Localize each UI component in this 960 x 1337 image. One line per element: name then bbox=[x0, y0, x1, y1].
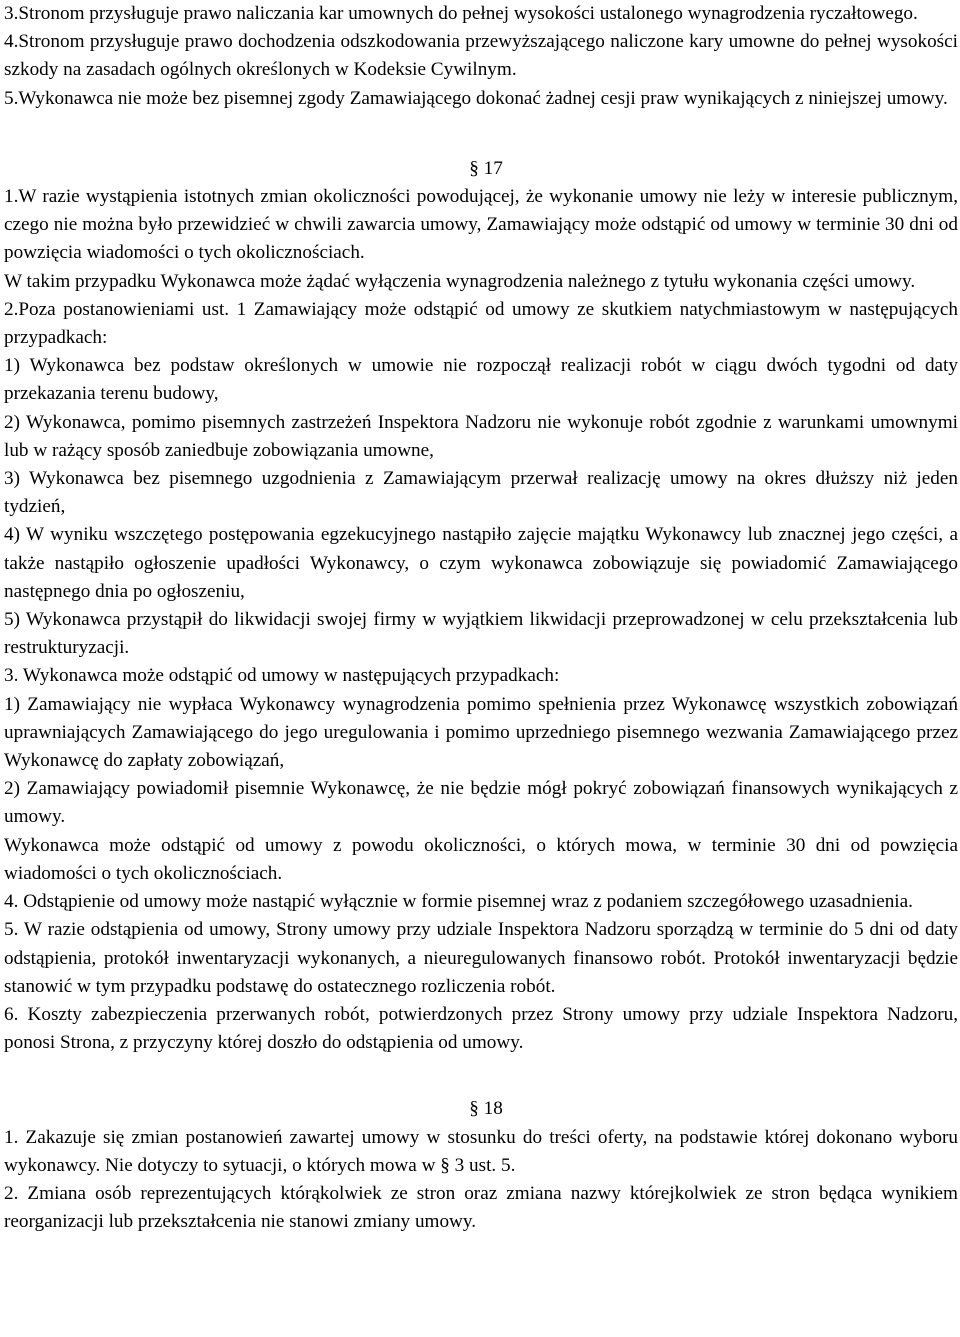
s17-paragraph-1: 1.W razie wystąpienia istotnych zmian okoliczności powodującej, że wykonanie umowy nie leży w interesie publicznym, czego nie można było przewidzieć w chwili zawarcia umowy, Zamawiający może odstąpić od umowy w terminie 30 dni od powzięcia wiadomości o tych okolicznościach. bbox=[4, 186, 958, 264]
s17-item-2-1: 1) Wykonawca bez podstaw określonych w umowie nie rozpoczął realizacji robót w ciągu dwóch tygodni od daty przekazania terenu budowy, bbox=[4, 355, 958, 405]
spacer bbox=[4, 113, 958, 155]
s17-item-2-4: 4) W wyniku wszczętego postępowania egzekucyjnego nastąpiło zajęcie majątku Wykonawcy lub znacznej jego części, a także nastąpiło ogłoszenie upadłości Wykonawcy, o czym wykonawca zobowiązuje się powiadomić Zamawiającego następnego dnia po ogłoszeniu, bbox=[4, 524, 958, 602]
s17-paragraph-5: 5. W razie odstąpienia od umowy, Strony umowy przy udziale Inspektora Nadzoru sporządzą w terminie do 5 dni od daty odstąpienia, protokół inwentaryzacji wykonanych, a nieuregulowanych finansowo robót. Protokół inwentaryzacji będzie stanowić w tym przypadku podstawę do ostatecznego rozliczenia robót. bbox=[4, 919, 958, 997]
s17-item-3-2: 2) Zamawiający powiadomił pisemnie Wykonawcę, że nie będzie mógł pokryć zobowiązań finansowych wynikających z umowy. bbox=[4, 778, 958, 828]
s18-paragraph-2: 2. Zmiana osób reprezentujących którąkolwiek ze stron oraz zmiana nazwy którejkolwiek ze stron będąca wynikiem reorganizacji lub przekształcenia nie stanowi zmiany umowy. bbox=[4, 1182, 958, 1233]
s18-paragraph-1: 1. Zakazuje się zmian postanowień zawartej umowy w stosunku do treści oferty, na podstawie której dokonano wyboru wykonawcy. Nie dotyczy to sytuacji, o których mowa w § 3 ust. 5. bbox=[4, 1126, 958, 1176]
paragraph-3: 3.Stronom przysługuje prawo naliczania kar umownych do pełnej wysokości ustalonego wynagrodzenia ryczałtowego. bbox=[4, 3, 918, 24]
paragraph-4: 4.Stronom przysługuje prawo dochodzenia odszkodowania przewyższającego naliczone kary umowne do pełnej wysokości szkody na zasadach ogólnych określonych w Kodeksie Cywilnym. bbox=[4, 31, 958, 81]
s17-item-2-5: 5) Wykonawca przystąpił do likwidacji swojej firmy w wyjątkiem likwidacji przeprowadzonej w celu przekształcenia lub restrukturyzacji. bbox=[4, 609, 958, 659]
s17-item-2-2: 2) Wykonawca, pomimo pisemnych zastrzeżeń Inspektora Nadzoru nie wykonuje robót zgodnie z warunkami umownymi lub w rażący sposób zaniedbuje zobowiązania umowne, bbox=[4, 411, 958, 461]
s17-paragraph-3b: Wykonawca może odstąpić od umowy z powodu okoliczności, o których mowa, w terminie 30 dni od powzięcia wiadomości o tych okolicznościach. bbox=[4, 834, 958, 884]
paragraph-5: 5.Wykonawca nie może bez pisemnej zgody Zamawiającego dokonać żadnej cesji praw wynikających z niniejszej umowy. bbox=[4, 87, 948, 109]
document-page bbox=[4, 0, 958, 1236]
s17-paragraph-2: 2.Poza postanowieniami ust. 1 Zamawiający może odstąpić od umowy ze skutkiem natychmiastowym w następujących przypadkach: bbox=[4, 298, 958, 349]
s17-item-3-1: 1) Zamawiający nie wypłaca Wykonawcy wynagrodzenia pomimo spełnienia przez Wykonawcę wszystkich zobowiązań uprawniających Zamawiającego do jego uregulowania i pomimo uprzedniego pisemnego wezwania Zamawiającego przez Wykonawcę do zapłaty zobowiązań, bbox=[4, 693, 958, 772]
section-17-heading: § 17 bbox=[469, 157, 503, 179]
s17-paragraph-1b: W takim przypadku Wykonawca może żądać wyłączenia wynagrodzenia należnego z tytułu wykonania części umowy. bbox=[4, 270, 916, 292]
s17-paragraph-3: 3. Wykonawca może odstąpić od umowy w następujących przypadkach: bbox=[4, 665, 560, 687]
spacer bbox=[4, 1057, 958, 1095]
s17-paragraph-6: 6. Koszty zabezpieczenia przerwanych robót, potwierdzonych przez Strony umowy przy udziale Inspektora Nadzoru, ponosi Strona, z przyczyny której doszło do odstąpienia od umowy. bbox=[4, 1003, 958, 1054]
s17-paragraph-4: 4. Odstąpienie od umowy może nastąpić wyłącznie w formie pisemnej wraz z podaniem szczegółowego uzasadnienia. bbox=[4, 891, 913, 913]
section-18-heading: § 18 bbox=[469, 1098, 503, 1120]
s17-item-2-3: 3) Wykonawca bez pisemnego uzgodnienia z Zamawiającym przerwał realizację umowy na okres dłuższy niż jeden tydzień, bbox=[4, 468, 958, 518]
